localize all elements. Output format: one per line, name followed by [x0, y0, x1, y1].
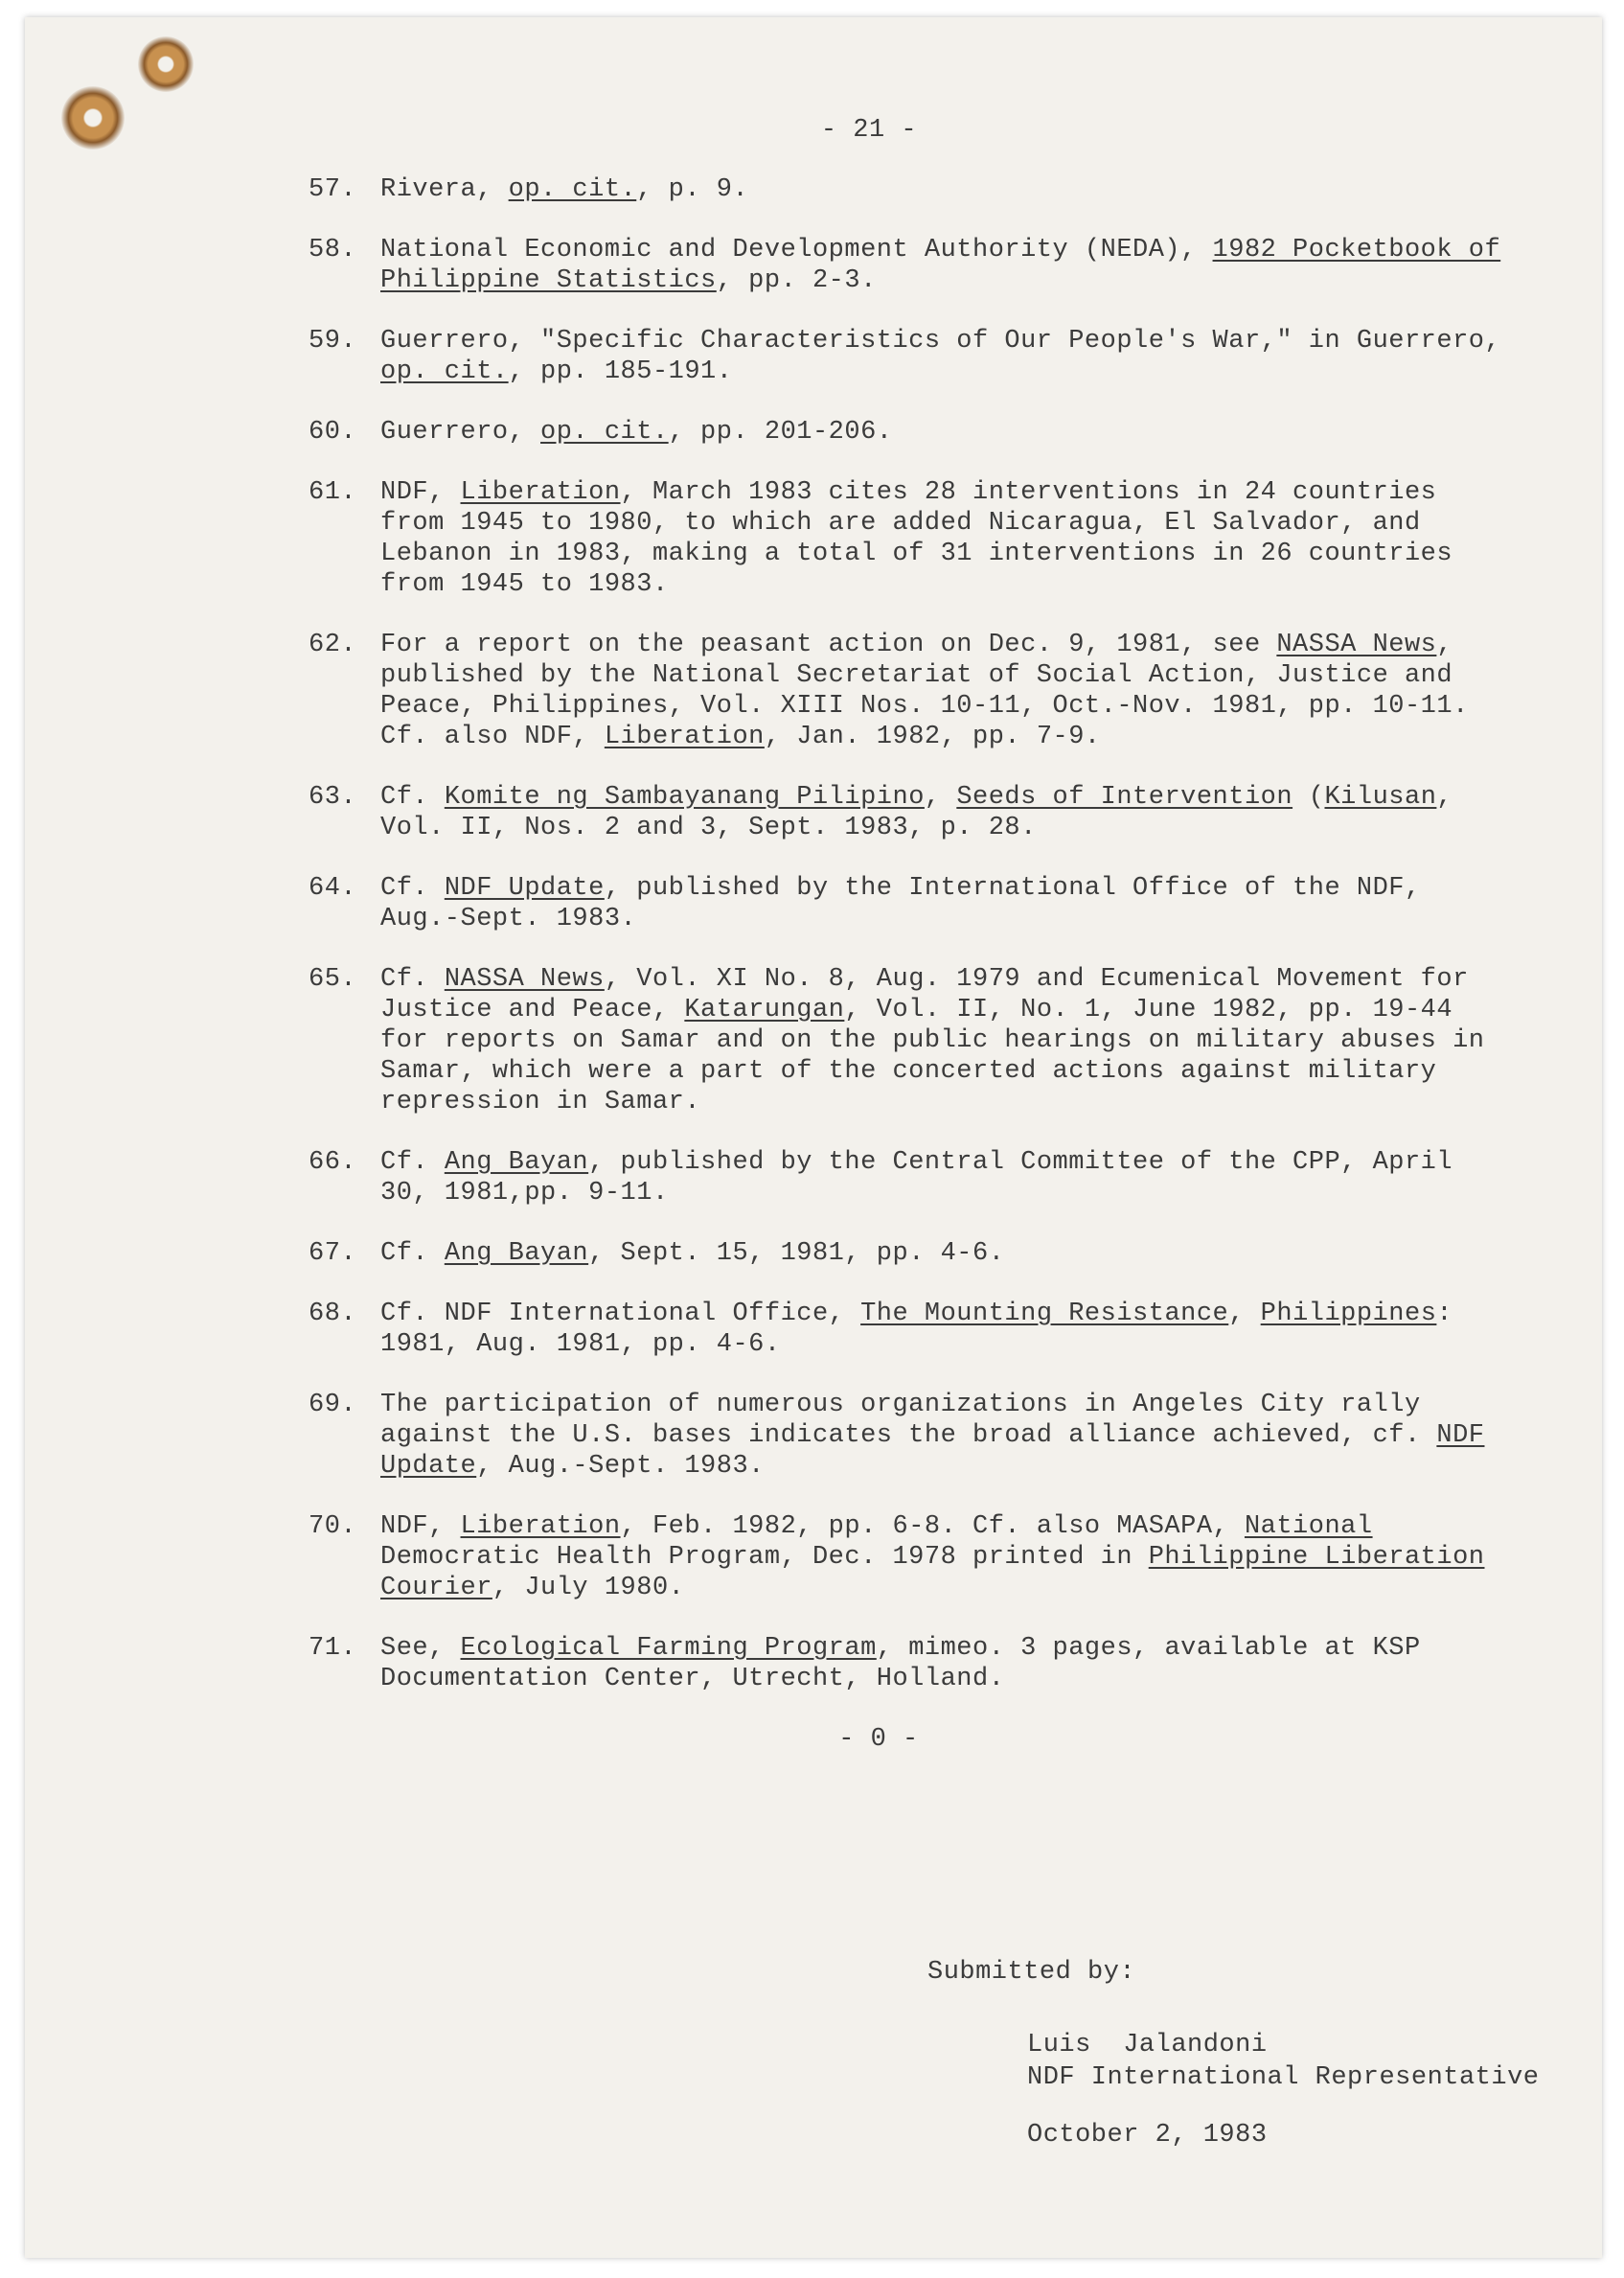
footnote-number: 66.: [309, 1148, 357, 1177]
footnote-text-part: , published by the International Office of the NDF, Aug.-Sept. 1983.: [380, 874, 1421, 933]
footnote-text-part: , p. 9.: [636, 175, 749, 204]
rust-stain: [61, 86, 125, 150]
footnote-text: [380, 477, 1511, 600]
footnote-number: 68.: [309, 1300, 357, 1328]
footnote-text-part: NDF,: [380, 478, 461, 507]
footnote-text: [380, 630, 1511, 752]
footnote-text-part: (: [1292, 783, 1325, 812]
footnote-text-part: , March 1983 cites 28 interventions in 24 countries from 1945 to 1980, to which are added Nicaragua, El Salvador, and Lebanon in 1983, making a total of 31 interventions in 26 countries from 1945 to 1983.: [380, 478, 1453, 599]
footnote-text: [380, 782, 1511, 843]
footnote: [309, 1147, 1554, 1208]
footnote-text: [380, 1238, 1511, 1269]
notes-list: [309, 174, 1554, 1694]
footnote-text: [380, 174, 1511, 205]
footnote-text-part: NDF,: [380, 1512, 461, 1541]
footnote-number: 64.: [309, 874, 357, 903]
footnote-text-part: Guerrero,: [380, 418, 541, 447]
citation-title: Philippine Liberation Courier: [380, 1543, 1485, 1602]
footnote: [309, 1390, 1554, 1482]
footnote-number: 69.: [309, 1391, 357, 1419]
citation-title: Katarungan: [684, 996, 845, 1024]
footnote-number: 58.: [309, 236, 357, 265]
signature-block: [1027, 2029, 1539, 2151]
citation-title: op. cit.: [508, 175, 637, 204]
citation-title: Ecological Farming Program: [460, 1634, 877, 1663]
footnote-text-part: Guerrero, "Specific Characteristics of Our People's War," in Guerrero,: [380, 327, 1501, 356]
footnote-text-part: Cf.: [380, 965, 445, 994]
footnote-number: 67.: [309, 1239, 357, 1268]
citation-title: Seeds of Intervention: [956, 783, 1293, 812]
footnote-text-part: Cf.: [380, 1239, 445, 1268]
footnote-text-part: Rivera,: [380, 175, 509, 204]
footnote-number: 62.: [309, 631, 357, 659]
footnote-text-part: , Sept. 15, 1981, pp. 4-6.: [588, 1239, 1005, 1268]
footnote: [309, 326, 1554, 387]
footnote-text: [380, 873, 1511, 934]
submitted-by-label: Submitted by:: [927, 1958, 1136, 1987]
footnote-text-part: , Vol. II, No. 1, June 1982, pp. 19-44 for reports on Samar and on the public hearings on military abuses in Samar, which were a part of the concerted actions against military repression in Samar.: [380, 996, 1485, 1116]
footnote: [309, 1633, 1554, 1694]
footnote-text: [380, 1633, 1511, 1694]
footnote-text-part: Democratic Health Program, Dec. 1978 printed in: [380, 1543, 1149, 1572]
footnote-number: 57.: [309, 175, 357, 204]
citation-title: NASSA News: [1276, 631, 1437, 659]
footnote: [309, 873, 1554, 934]
footnote-number: 63.: [309, 783, 357, 812]
citation-title: NDF Update: [444, 874, 605, 903]
footnote-text-part: National Economic and Development Authority (NEDA),: [380, 236, 1213, 265]
footnote-text-part: Cf.: [380, 1148, 445, 1177]
footnote-text-part: , pp. 2-3.: [716, 266, 877, 295]
footnote-text-part: Cf. NDF International Office,: [380, 1300, 861, 1328]
page-number: - 21 -: [820, 116, 918, 145]
footnote-text-part: , July 1980.: [492, 1574, 685, 1602]
footnote-text: [380, 964, 1511, 1117]
footnote-text-part: , Jan. 1982, pp. 7-9.: [764, 723, 1101, 751]
footnote: [309, 477, 1554, 600]
footnote-text-part: , Feb. 1982, pp. 6-8. Cf. also MASAPA,: [620, 1512, 1245, 1541]
citation-title: NDF Update: [380, 1421, 1485, 1481]
footnote-text-part: See,: [380, 1634, 461, 1663]
citation-title: Ang Bayan: [444, 1239, 589, 1268]
footnote-number: 60.: [309, 418, 357, 447]
footnote-text-part: Cf.: [380, 874, 445, 903]
footnote: [309, 964, 1554, 1117]
footnote: [309, 782, 1554, 843]
citation-title: Ang Bayan: [444, 1148, 589, 1177]
footnote: [309, 174, 1554, 205]
footnote-number: 65.: [309, 965, 357, 994]
footnote-text-part: : 1981, Aug. 1981, pp. 4-6.: [380, 1300, 1453, 1359]
footnote: [309, 417, 1554, 448]
footnote-text-part: , pp. 201-206.: [668, 418, 893, 447]
footnote-text-part: The participation of numerous organizations in Angeles City rally against the U.S. bases indicates the broad alliance achieved, cf.: [380, 1391, 1437, 1450]
footnote-text: [380, 1390, 1511, 1482]
footnote-text: [380, 326, 1511, 387]
footnote: [309, 1511, 1554, 1603]
citation-title: Liberation: [460, 1512, 621, 1541]
footnote-text-part: , Aug.-Sept. 1983.: [476, 1452, 765, 1481]
citation-title: Liberation: [460, 478, 621, 507]
footnote-text-part: Cf.: [380, 783, 445, 812]
signer-title: NDF International Representative: [1027, 2063, 1540, 2092]
notes-section: [309, 115, 1554, 1755]
footnote-text-part: , Vol. II, Nos. 2 and 3, Sept. 1983, p. 28.: [380, 783, 1453, 842]
footnote-text-part: , pp. 185-191.: [508, 357, 733, 386]
footnote-number: 59.: [309, 327, 357, 356]
citation-title: 1982 Pocketbook of Philippine Statistics: [380, 236, 1501, 295]
footnote: [309, 1299, 1554, 1360]
footnote-text: [380, 1299, 1511, 1360]
footnote-text: [380, 417, 1511, 448]
citation-title: Komite ng Sambayanang Pilipino: [444, 783, 925, 812]
footnote-text-part: , published by the National Secretariat of Social Action, Justice and Peace, Philippines, Vol. XIII Nos. 10-11, Oct.-Nov. 1981, pp. 10-11. Cf. also NDF,: [380, 631, 1469, 751]
citation-title: op. cit.: [540, 418, 669, 447]
citation-title: Philippines: [1260, 1300, 1437, 1328]
footnote-number: 61.: [309, 478, 357, 507]
footnote-text-part: , mimeo. 3 pages, available at KSP Documentation Center, Utrecht, Holland.: [380, 1634, 1421, 1693]
footnote-text-part: For a report on the peasant action on Dec. 9, 1981, see: [380, 631, 1277, 659]
citation-title: Kilusan: [1324, 783, 1437, 812]
footnote-text: [380, 235, 1511, 296]
footnote-number: 70.: [309, 1512, 357, 1541]
footnote-text: [380, 1147, 1511, 1208]
citation-title: National: [1244, 1512, 1373, 1541]
citation-title: Liberation: [604, 723, 765, 751]
footnote: [309, 630, 1554, 752]
citation-title: NASSA News: [444, 965, 605, 994]
citation-title: The Mounting Resistance: [860, 1300, 1229, 1328]
footnote: [309, 235, 1554, 296]
footnote-text-part: , published by the Central Committee of the CPP, April 30, 1981,pp. 9-11.: [380, 1148, 1453, 1208]
signature-date: October 2, 1983: [1027, 2121, 1268, 2150]
citation-title: op. cit.: [380, 357, 509, 386]
signer-name: Luis Jalandoni: [1027, 2031, 1268, 2059]
footnote-number: 71.: [309, 1634, 357, 1663]
end-mark: - 0 -: [838, 1725, 919, 1754]
footnote: [309, 1238, 1554, 1269]
rust-stain: [138, 36, 194, 92]
footnote-text-part: , Vol. XI No. 8, Aug. 1979 and Ecumenical Movement for Justice and Peace,: [380, 965, 1469, 1024]
footnote-text-part: ,: [1228, 1300, 1261, 1328]
footnote-text-part: ,: [924, 783, 957, 812]
footnote-text: [380, 1511, 1511, 1603]
